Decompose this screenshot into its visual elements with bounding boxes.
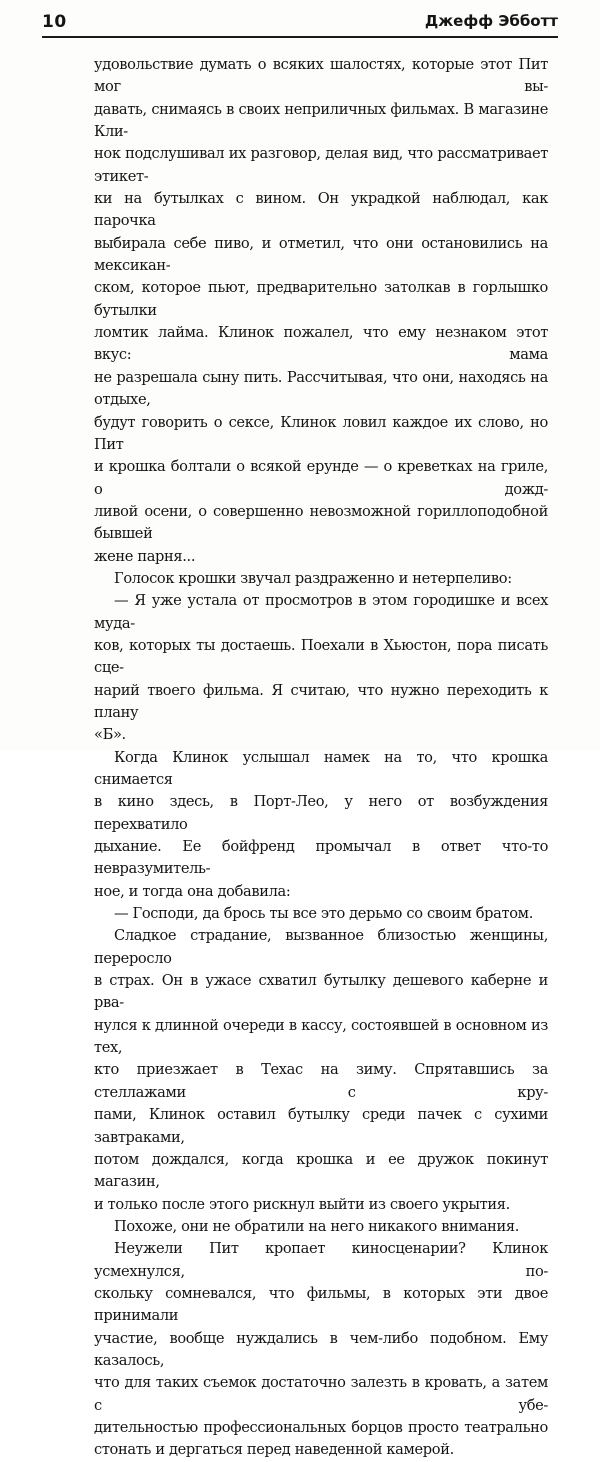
text-line: Голосок крошки звучал раздраженно и нетерпеливо: <box>114 569 512 587</box>
text-line: ливой осени, о совершенно невозможной гориллоподобной бывшей <box>94 502 548 543</box>
text-line: ков, которых ты достаешь. Поехали в Хьюстон, пора писать сце- <box>94 636 548 677</box>
text-line: дыхание. Ее бойфренд промычал в ответ что-то невразумитель- <box>94 838 548 878</box>
text-line: удовольствие думать о всяких шалостях, которые этот Пит мог вы- <box>94 56 548 96</box>
text-line: участие, вообще нуждались в чем-либо подобном. Ему казалось, <box>94 1329 548 1369</box>
text-line: — Господи, да брось ты все это дерьмо со своим братом. <box>114 905 533 923</box>
text-line: «Б». <box>94 726 126 744</box>
text-line: и крошка болтали о всякой ерунде — о креветках на гриле, о дожд- <box>94 458 548 498</box>
text-line: что для таких съемок достаточно залезть в кровать, а затем с убе- <box>94 1374 548 1414</box>
text-line: Сладкое страдание, вызванное близостью женщины, переросло <box>94 927 548 967</box>
text-line: нок подслушивал их разговор, делая вид, что рассматривает этикет- <box>94 145 548 185</box>
text-line: потом дождался, когда крошка и ее дружок покинут магазин, <box>94 1150 548 1191</box>
body-text <box>94 54 548 1462</box>
text-line: в страх. Он в ужасе схватил бутылку дешевого каберне и рва- <box>94 972 548 1012</box>
text-line: ломтик лайма. Клинок пожалел, что ему незнаком этот вкус: мама <box>94 324 548 364</box>
text-line: кто приезжает в Техас на зиму. Спрятавшись за стеллажами с кру- <box>94 1061 548 1101</box>
text-line: — Я уже устала от просмотров в этом городишке и всех муда- <box>94 592 548 632</box>
text-line: будут говорить о сексе, Клинок ловил каждое их слово, но Пит <box>94 413 548 453</box>
text-line: жене парня... <box>94 547 196 565</box>
text-line: Когда Клинок услышал намек на то, что крошка снимается <box>94 748 548 788</box>
text-line: стонать и дергаться перед наведенной камерой. <box>94 1441 454 1459</box>
running-head-author: Джефф Эбботт <box>424 12 558 30</box>
page-header <box>42 10 558 38</box>
text-line: ки на бутылках с вином. Он украдкой наблюдал, как парочка <box>94 190 548 230</box>
text-line: нарий твоего фильма. Я считаю, что нужно переходить к плану <box>94 681 548 721</box>
text-line: пами, Клинок оставил бутылку среди пачек с сухими завтраками, <box>94 1106 548 1146</box>
text-line: в кино здесь, в Порт-Лео, у него от возбуждения перехватило <box>94 793 548 833</box>
text-line: дительностью профессиональных борцов просто театрально <box>94 1418 548 1436</box>
page-number: 10 <box>42 12 67 32</box>
text-line: выбирала себе пиво, и отметил, что они остановились на мексикан- <box>94 234 548 275</box>
text-line: ском, которое пьют, предварительно затолкав в горлышко бутылки <box>94 279 548 319</box>
header-rule <box>42 36 558 38</box>
text-line: Похоже, они не обратили на него никакого внимания. <box>114 1217 520 1235</box>
text-line: давать, снимаясь в своих неприличных фильмах. В магазине Кли- <box>94 100 548 141</box>
text-line: Неужели Пит кропает киносценарии? Клинок усмехнулся, по- <box>94 1240 548 1280</box>
text-line: и только после этого рискнул выйти из своего укрытия. <box>94 1195 510 1213</box>
text-line: нулся к длинной очереди в кассу, состоявшей в основном из тех, <box>94 1016 548 1057</box>
text-line: ное, и тогда она добавила: <box>94 882 291 900</box>
text-line: не разрешала сыну пить. Рассчитывая, что они, находясь на отдыхе, <box>94 368 548 409</box>
text-line: скольку сомневался, что фильмы, в которых эти двое принимали <box>94 1284 548 1325</box>
